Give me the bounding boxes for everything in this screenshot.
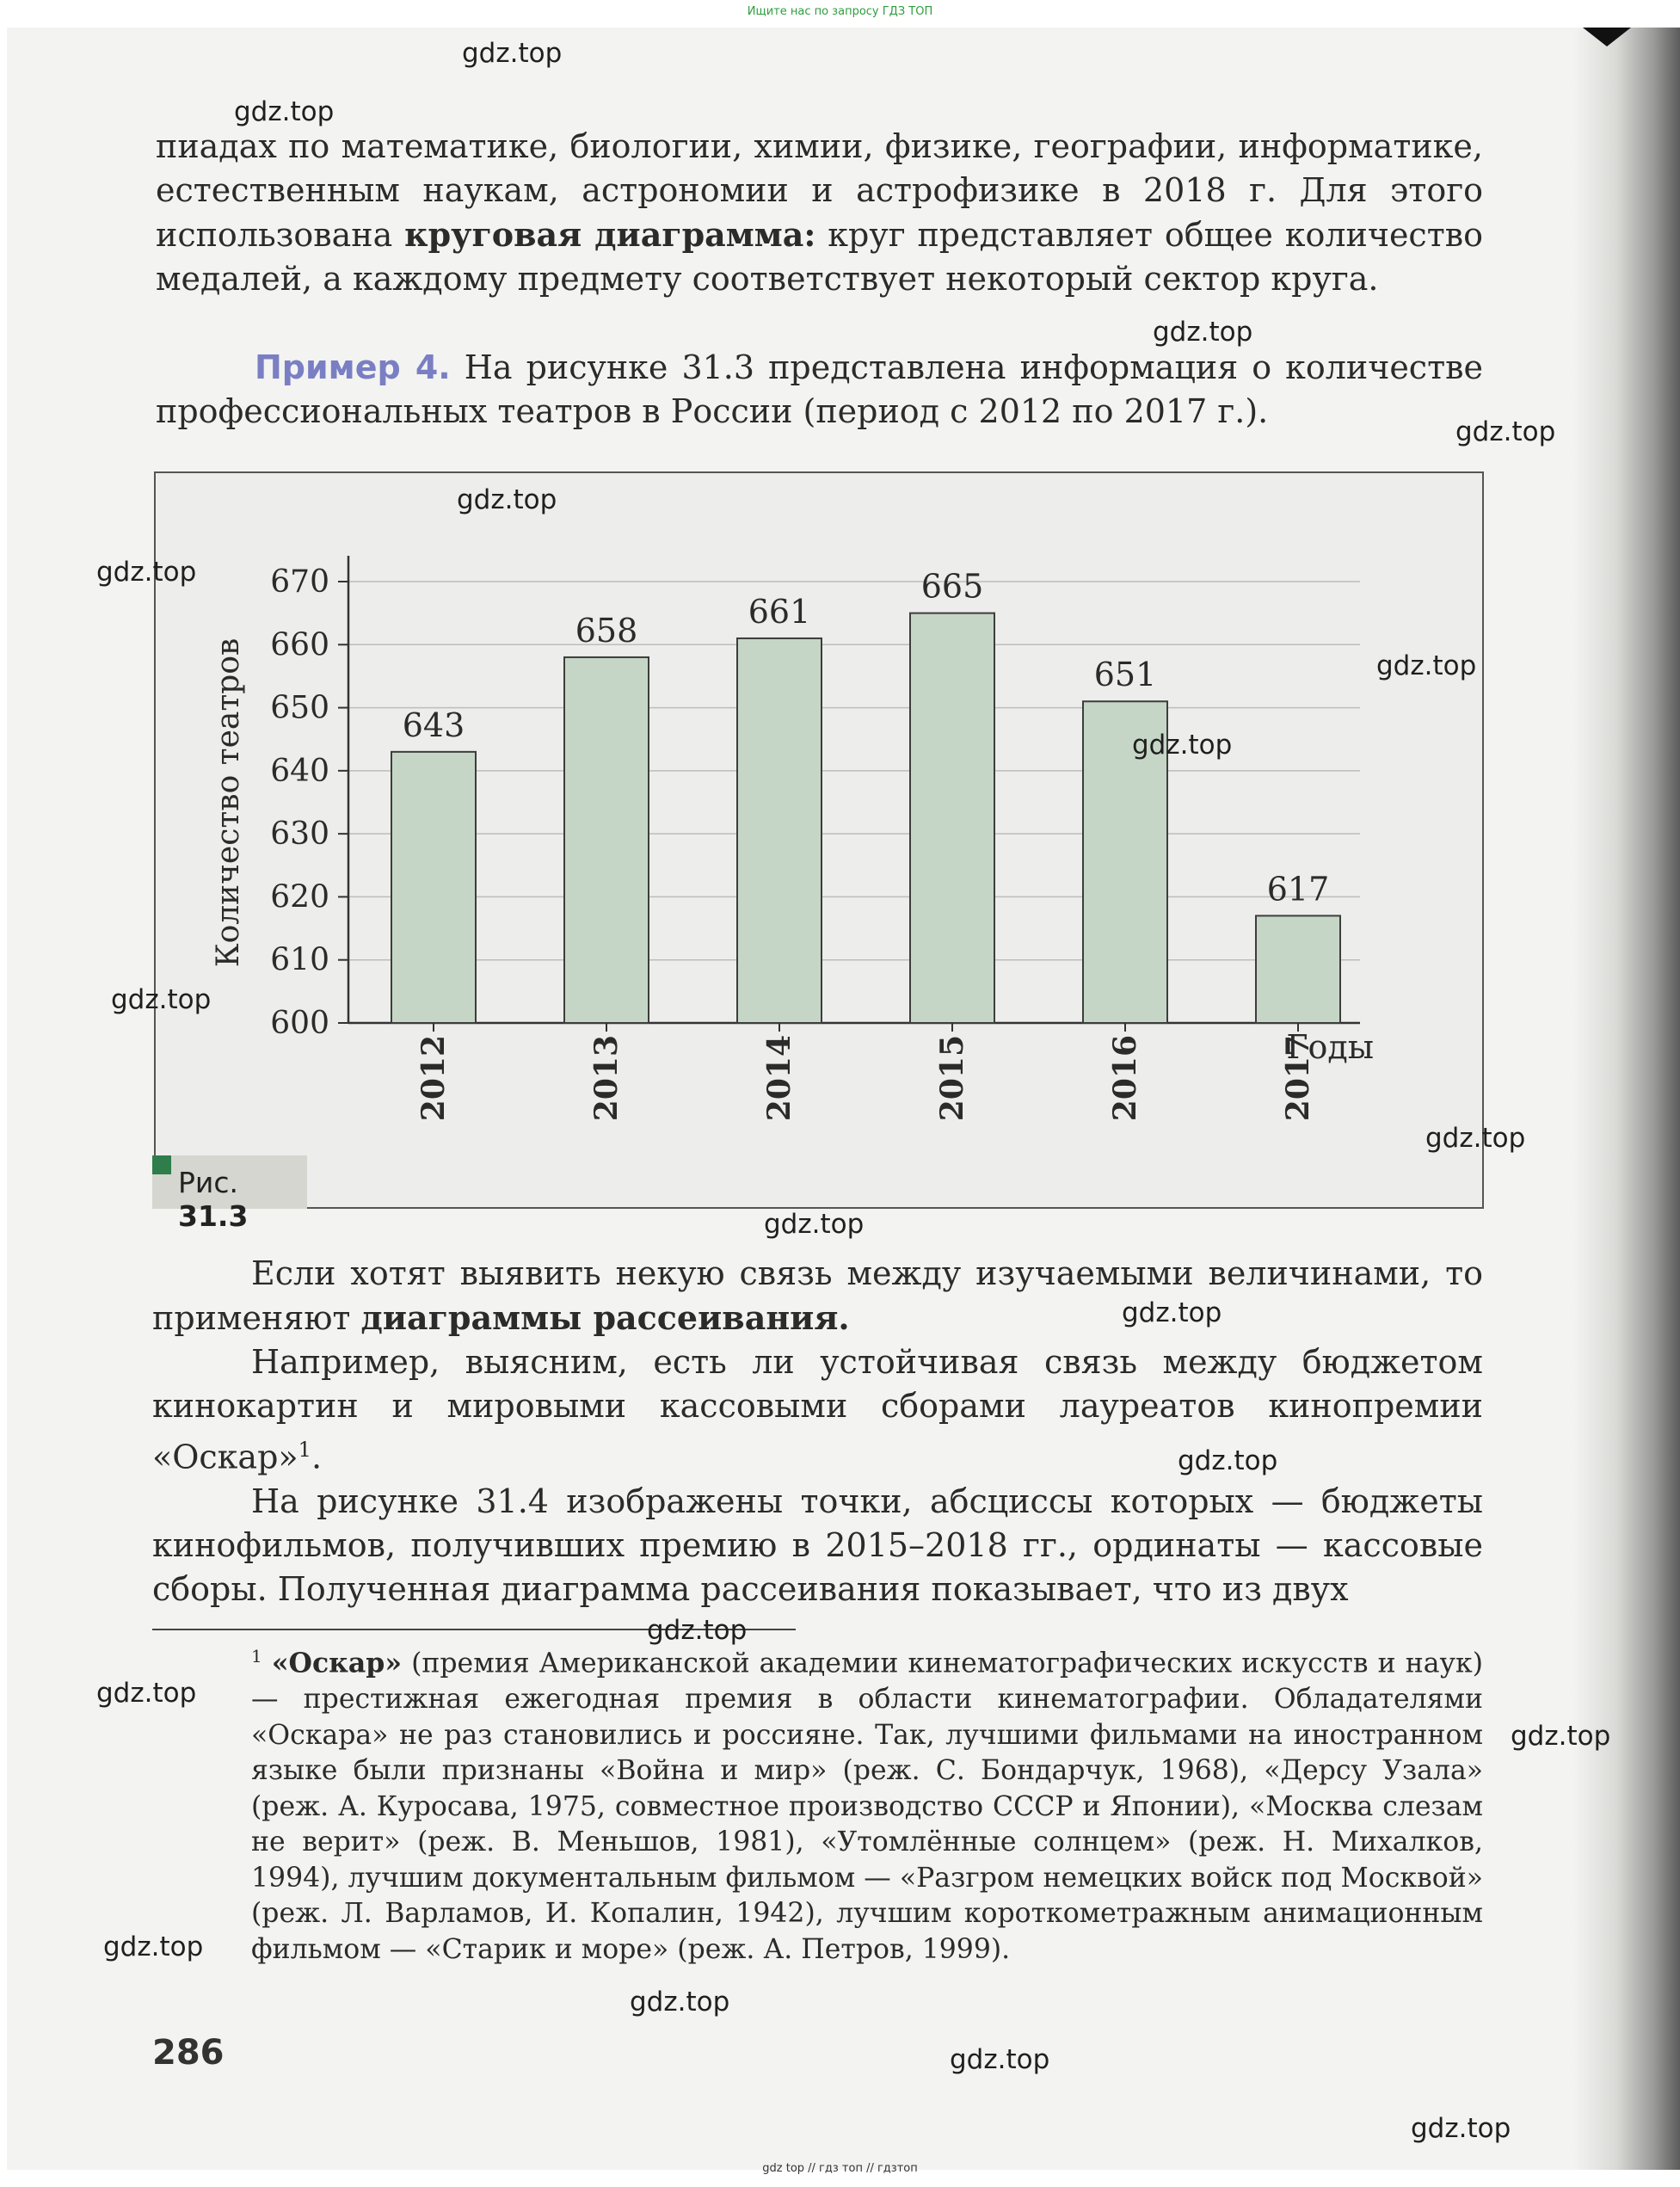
watermark: gdz.top [647,1615,748,1646]
example-paragraph [156,346,1483,434]
intro-text-2: круг представляет общее количество медалей, а каждому предмету соответствует некоторый сектор круга. [156,216,1484,298]
y-tick-label: 630 [270,816,329,853]
watermark: gdz.top [1178,1445,1278,1476]
figure-caption [152,1155,307,1233]
oscar-end: . [311,1438,323,1476]
caption-number: 31.3 [178,1199,249,1233]
bar [737,638,822,1023]
scatter-paragraph [152,1252,1483,1611]
x-tick-label: 2013 [588,1035,625,1122]
bar-value-label: 651 [1093,656,1157,694]
page-number: 286 [152,2033,225,2073]
x-tick-label: 2014 [761,1035,797,1122]
intro-text-1: пиадах по математике, биологии, химии, физике, географии, информатике, естественным наукам, астрономии и астрофизике в 2018 г. Для этого использована [156,127,1483,254]
bar [910,613,994,1023]
y-tick-label: 670 [270,564,329,600]
book-spine [1574,28,1680,2170]
bar-value-label: 658 [575,611,638,650]
footnote-ref[interactable]: 1 [298,1438,311,1462]
spine-corner [1583,28,1631,46]
bar-value-label: 617 [1266,870,1330,909]
x-tick-label: 2015 [934,1035,970,1122]
y-tick-label: 650 [270,690,329,726]
intro-bold-term: круговая диаграмма: [404,215,816,254]
watermark: gdz.top [96,1678,197,1709]
scatter-bold-term: диаграммы рассеивания. [360,1298,850,1337]
figure-paragraph-text: На рисунке 31.4 изображены точки, абсциссы которых — бюджеты кинофильмов, получивших премию в 2015–2018 гг., ординаты — кассовые сборы. Полученная диаграмма рассеивания показывает, что из двух [152,1482,1483,1608]
intro-paragraph [156,125,1483,301]
caption-text [178,1166,307,1233]
watermark: gdz.top [950,2044,1050,2075]
bar-chart [156,473,1482,1207]
oscar-text: Например, выясним, есть ли устойчивая связь между бюджетом кинокартин и мировыми кассовыми сборами лауреатов кинопремии «Оскар» [152,1343,1483,1476]
example-label: Пример 4. [255,348,451,386]
footnote [251,1639,1483,1968]
watermark: gdz.top [1122,1297,1222,1328]
y-tick-label: 640 [270,753,329,789]
caption-marker [152,1155,171,1174]
footnote-mark: 1 [251,1646,262,1666]
x-axis-label: Годы [1286,1028,1374,1066]
watermark: gdz.top [764,1209,865,1240]
x-tick-label: 2016 [1107,1035,1143,1122]
example-text: На рисунке 31.3 представлена информация о количестве профессиональных театров в России (период с 2012 по 2017 г.). [156,348,1483,430]
watermark: gdz.top [1411,2113,1511,2144]
watermark: gdz.top [1511,1721,1611,1752]
y-axis-label: Количество театров [211,638,246,968]
y-tick-label: 620 [270,879,329,915]
watermark: gdz.top [111,984,212,1015]
watermark: gdz.top [1132,730,1233,761]
bar-value-label: 643 [402,705,465,744]
bar [391,752,476,1023]
bottom-banner: gdz top // гдз топ // гдзтоп [762,2162,918,2175]
watermark: gdz.top [457,484,557,515]
watermark: gdz.top [1455,416,1556,447]
watermark: gdz.top [103,1931,204,1962]
caption-prefix: Рис. [178,1166,238,1199]
watermark: gdz.top [1376,650,1477,681]
watermark: gdz.top [462,38,563,69]
watermark: gdz.top [630,1987,730,2018]
y-tick-label: 610 [270,942,329,978]
figure-31-3-chart [154,471,1484,1209]
bar [564,657,649,1023]
bar-value-label: 665 [920,567,984,606]
watermark: gdz.top [1425,1123,1526,1154]
y-tick-label: 600 [270,1006,329,1041]
bar [1256,915,1340,1023]
watermark: gdz.top [234,96,335,127]
footnote-bold: «Оскар» [271,1647,403,1679]
y-tick-label: 660 [270,627,329,663]
bar-value-label: 661 [748,592,811,631]
watermark: gdz.top [96,557,197,588]
x-tick-label: 2017 [1280,1035,1316,1122]
scatter-text: Если хотят выявить некую связь между изучаемыми величинами, то применяют [152,1254,1483,1337]
watermark: gdz.top [1153,317,1253,348]
top-banner: Ищите нас по запросу ГДЗ ТОП [747,5,933,18]
x-tick-label: 2012 [415,1035,452,1122]
footnote-text: (премия Американской академии кинематографических искусств и наук) — престижная ежегодная премия в области кинематографии. Обладателями «Оскара» не раз становились и россияне. Так, лучшими фильмами на иностранном языке были признаны «Война и мир» (реж. С. Бондарчук, 1968), «Дерсу Узала» (реж. А. Куросава, 1975, совместное производство СССР и Японии), «Москва слезам не верит» (реж. В. Меньшов, 1981), «Утомлённые солнцем» (реж. Н. Михалков, 1994), лучшим документальным фильмом — «Разгром немецких войск под Москвой» (реж. Л. Варламов, И. Копалин, 1942), лучшим короткометражным анимационным фильмом — «Старик и море» (реж. А. Петров, 1999). [251,1648,1483,1965]
